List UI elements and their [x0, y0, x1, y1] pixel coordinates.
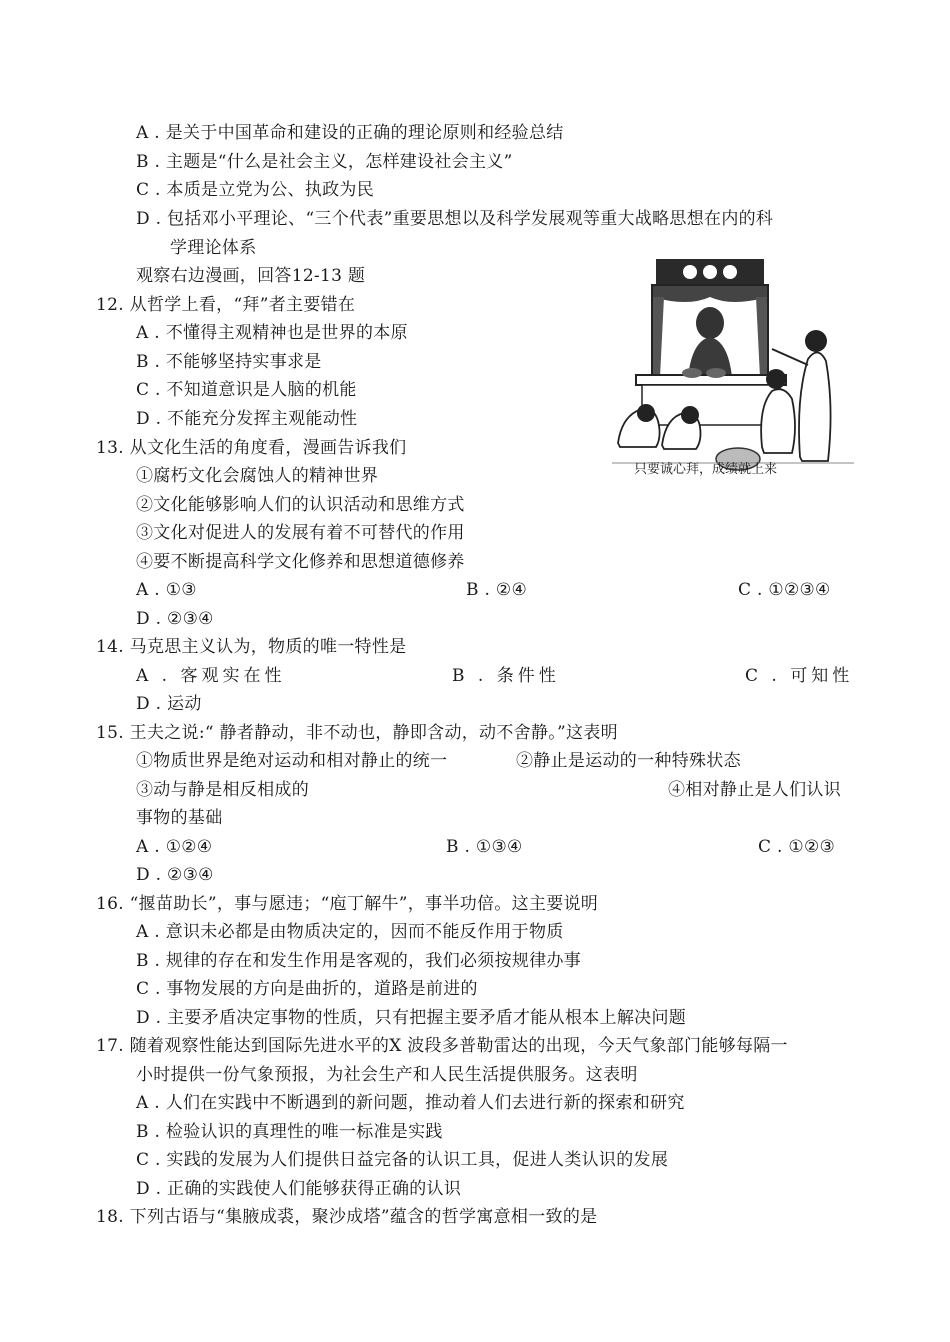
- cartoon-instruction: 观察右边漫画，回答12-13 题: [136, 266, 366, 286]
- option-13c: C . ①②③④: [738, 580, 831, 600]
- option-14a: A . 客观实在性: [136, 666, 286, 686]
- standing-person-2: [799, 352, 831, 461]
- option-15a: A . ①②④: [136, 837, 213, 857]
- question-17-cont: 小时提供一份气象预报，为社会生产和人民生活提供服务。这表明: [136, 1065, 638, 1085]
- statement-13-2: ②文化能够影响人们的认识活动和思维方式: [136, 495, 465, 515]
- option-14c: C . 可知性: [745, 666, 854, 686]
- cartoon-illustration: [612, 257, 854, 483]
- question-15: 15. 王夫之说:“ 静者静动，非不动也，静即含动，动不舍静。”这表明: [96, 723, 618, 743]
- question-12: 12. 从哲学上看，“拜”者主要错在: [96, 295, 356, 315]
- option-13b: B . ②④: [466, 580, 527, 600]
- option-16c: C . 事物发展的方向是曲折的，道路是前进的: [136, 979, 478, 999]
- option-12b: B . 不能够坚持实事求是: [136, 352, 322, 372]
- statement-13-1: ①腐朽文化会腐蚀人的精神世界: [136, 466, 379, 486]
- option-17a: A . 人们在实践中不断遇到的新问题，推动着人们去进行新的探索和研究: [136, 1093, 685, 1113]
- statement-15-4-cont: 事物的基础: [136, 808, 223, 828]
- option-16b: B . 规律的存在和发生作用是客观的，我们必须按规律办事: [136, 951, 582, 971]
- statement-15-1: ①物质世界是绝对运动和相对静止的统一: [136, 751, 448, 771]
- option-11b: B . 主题是“什么是社会主义，怎样建设社会主义”: [136, 152, 513, 172]
- question-14: 14. 马克思主义认为，物质的唯一特性是: [96, 637, 407, 657]
- option-11d: D . 包括邓小平理论、“三个代表”重要思想以及科学发展观等重大战略思想在内的科: [136, 209, 774, 229]
- option-14b: B . 条件性: [452, 666, 560, 686]
- cartoon-caption: 只要诚心拜，成绩就上来: [634, 462, 778, 477]
- option-11a: A . 是关于中国革命和建设的正确的理论原则和经验总结: [136, 123, 564, 143]
- question-17: 17. 随着观察性能达到国际先进水平的X 波段多普勒雷达的出现，今天气象部门能够每隔一: [96, 1036, 788, 1056]
- idol-figure: [696, 307, 724, 339]
- option-13a: A . ①③: [136, 580, 197, 600]
- option-17d: D . 正确的实践使人们能够获得正确的认识: [136, 1179, 462, 1199]
- option-12c: C . 不知道意识是人脑的机能: [136, 380, 357, 400]
- option-13d: D . ②③④: [136, 609, 214, 629]
- option-15d: D . ②③④: [136, 865, 214, 885]
- option-15c: C . ①②③: [758, 837, 836, 857]
- altar-table: [642, 385, 780, 425]
- cartoon-figure: [612, 257, 854, 483]
- question-18: 18. 下列古语与“集腋成裘，聚沙成塔”蕴含的哲学寓意相一致的是: [96, 1207, 598, 1227]
- statement-15-3: ③动与静是相反相成的: [136, 780, 309, 800]
- option-11c: C . 本质是立党为公、执政为民: [136, 180, 375, 200]
- option-17b: B . 检验认识的真理性的唯一标准是实践: [136, 1122, 443, 1142]
- option-12d: D . 不能充分发挥主观能动性: [136, 409, 358, 429]
- statement-15-2: ②静止是运动的一种特殊状态: [516, 751, 741, 771]
- option-17c: C . 实践的发展为人们提供日益完备的认识工具，促进人类认识的发展: [136, 1150, 669, 1170]
- question-13: 13. 从文化生活的角度看，漫画告诉我们: [96, 438, 407, 458]
- standing-person-1: [761, 389, 795, 453]
- statement-13-3: ③文化对促进人的发展有着不可替代的作用: [136, 523, 465, 543]
- statement-15-4: ④相对静止是人们认识: [668, 780, 841, 800]
- question-16: 16. “揠苗助长”，事与愿违；“庖丁解牛”，事半功倍。这主要说明: [96, 894, 599, 914]
- statement-13-4: ④要不断提高科学文化修养和思想道德修养: [136, 552, 465, 572]
- option-12a: A . 不懂得主观精神也是世界的本原: [136, 323, 408, 343]
- option-14d: D . 运动: [136, 694, 202, 714]
- option-16d: D . 主要矛盾决定事物的性质，只有把握主要矛盾才能从根本上解决问题: [136, 1008, 687, 1028]
- option-15b: B . ①③④: [446, 837, 523, 857]
- option-16a: A . 意识未必都是由物质决定的，因而不能反作用于物质: [136, 922, 564, 942]
- option-11d-cont: 学理论体系: [170, 238, 257, 258]
